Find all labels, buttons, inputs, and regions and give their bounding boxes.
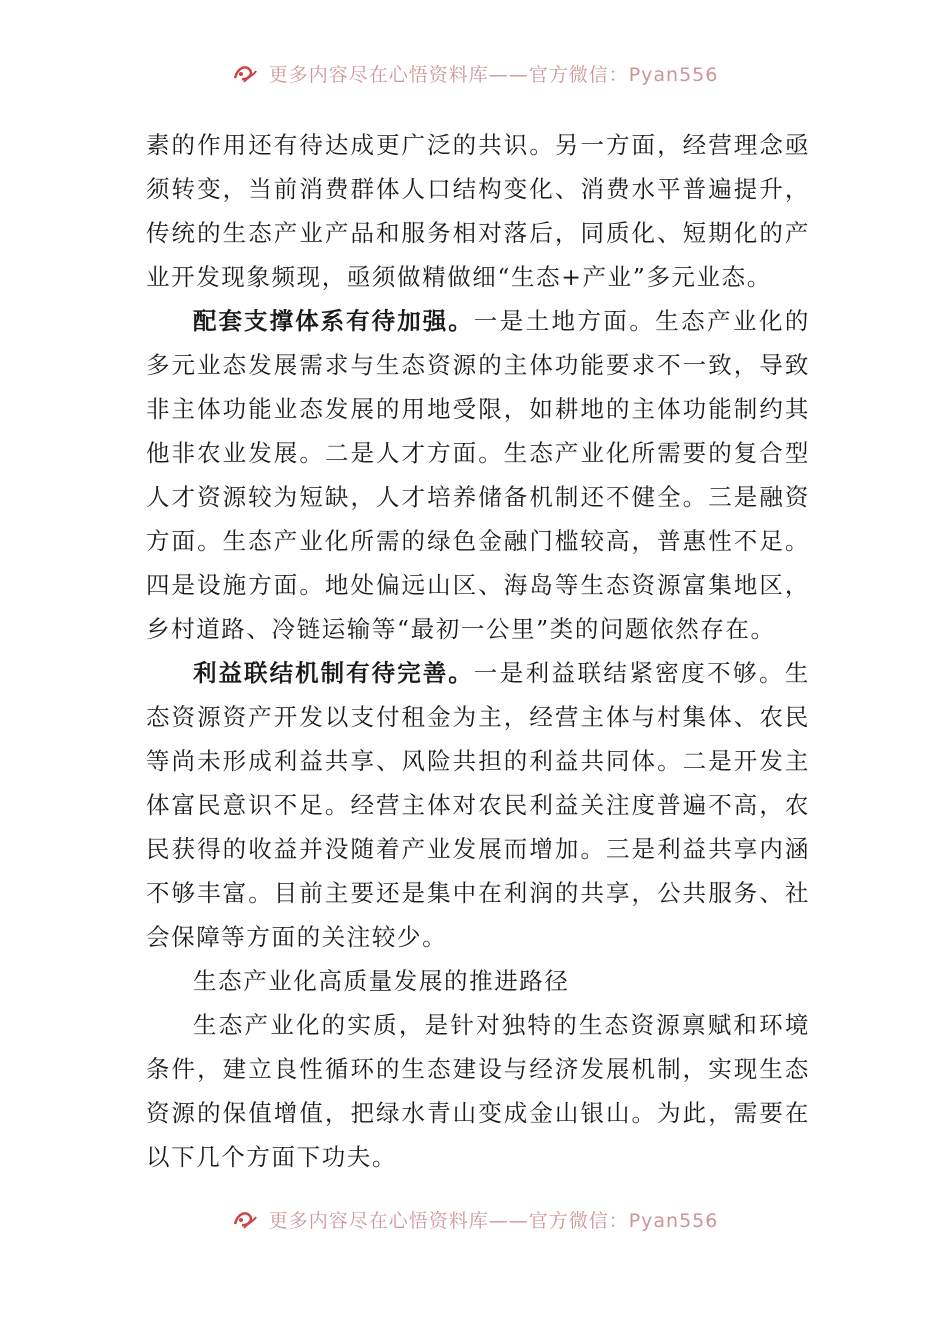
- paragraph-2-text: 一是土地方面。生态产业化的多元业态发展需求与生态资源的主体功能要求不一致，导致非主体功能业态发展的用地受限，如耕地的主体功能制约其他非农业发展。二是人才方面。生态产业化所需要的复合型人才资源较为短缺，人才培养储备机制还不健全。三是融资方面。生态产业化所需的绿色金融门槛较高，普惠性不足。四是设施方面。地处偏远山区、海岛等生态资源富集地区，乡村道路、冷链运输等“最初一公里”类的问题依然存在。: [146, 307, 810, 643]
- paragraph-2-lead: 配套支撑体系有待加强。: [193, 307, 474, 335]
- watermark-text: 更多内容尽在心悟资料库——官方微信：Pyan556: [268, 64, 719, 86]
- watermark-logo-icon: [232, 63, 258, 85]
- watermark-footer: [0, 1206, 950, 1236]
- paragraph-5: [146, 1003, 810, 1179]
- paragraph-3-text: 一是利益联结紧密度不够。生态资源资产开发以支付租金为主，经营主体与村集体、农民等尚未形成利益共享、风险共担的利益共同体。二是开发主体富民意识不足。经营主体对农民利益关注度普遍不高，农民获得的收益并没随着产业发展而增加。三是利益共享内涵不够丰富。目前主要还是集中在利润的共享，公共服务、社会保障等方面的关注较少。: [146, 659, 810, 951]
- paragraph-3-lead: 利益联结机制有待完善。: [193, 659, 474, 687]
- paragraph-5-text: 生态产业化的实质，是针对独特的生态资源禀赋和环境条件，建立良性循环的生态建设与经济发展机制，实现生态资源的保值增值，把绿水青山变成金山银山。为此，需要在以下几个方面下功夫。: [146, 1011, 810, 1171]
- section-heading-text: 生态产业化高质量发展的推进路径: [193, 967, 570, 995]
- paragraph-2: [146, 299, 810, 651]
- watermark-header: [0, 60, 950, 90]
- watermark-logo-icon: [232, 1209, 258, 1231]
- section-heading: [146, 959, 810, 1003]
- paragraph-1-text: 素的作用还有待达成更广泛的共识。另一方面，经营理念亟须转变，当前消费群体人口结构变化、消费水平普遍提升，传统的生态产业产品和服务相对落后，同质化、短期化的产业开发现象频现，亟须做精做细“生态+产业”多元业态。: [146, 131, 810, 291]
- paragraph-3: [146, 651, 810, 959]
- paragraph-1: [146, 123, 810, 299]
- watermark-text: 更多内容尽在心悟资料库——官方微信：Pyan556: [268, 1210, 719, 1232]
- document-body: [146, 123, 810, 1179]
